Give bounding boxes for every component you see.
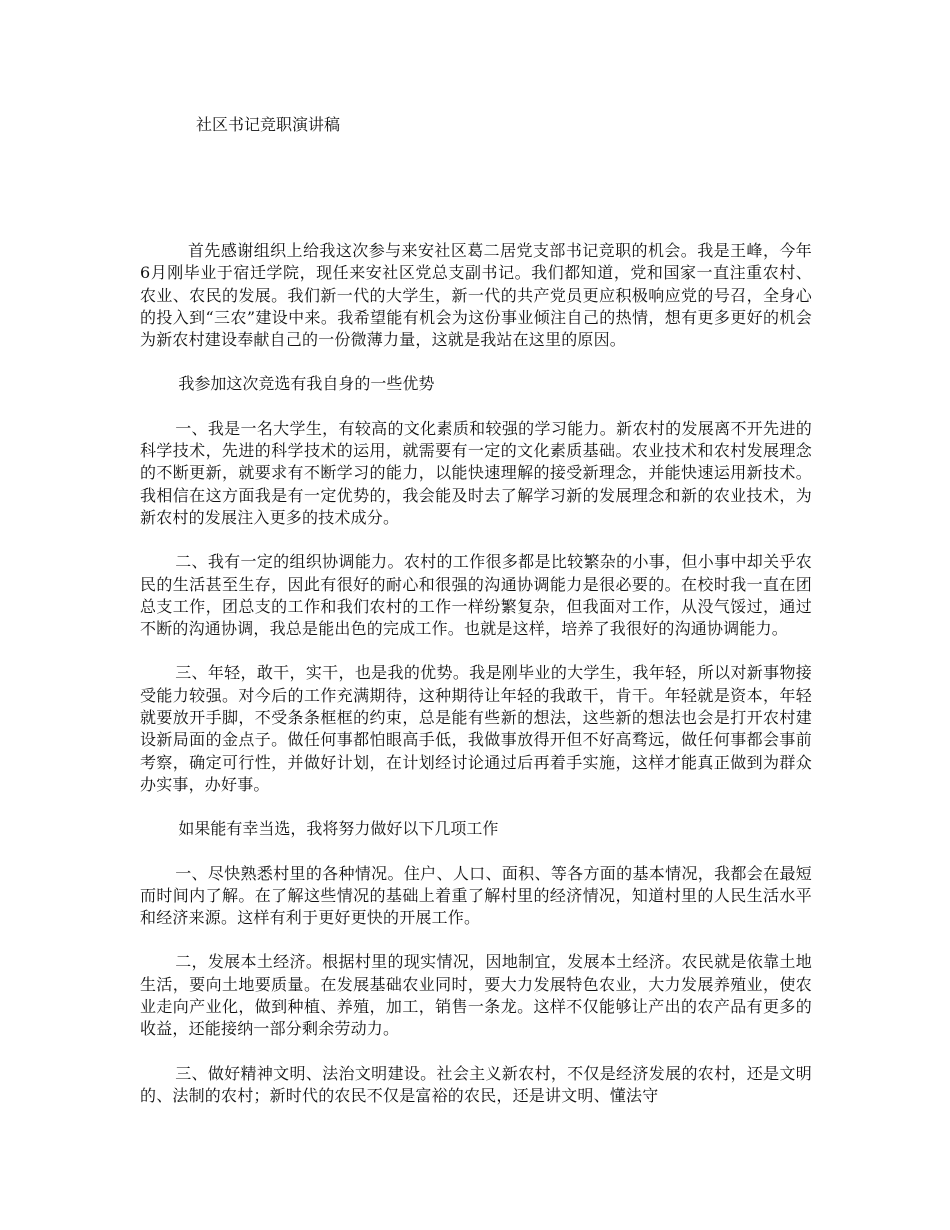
paragraph-plan-2: 二，发展本土经济。根据村里的现实情况，因地制宜，发展本土经济。农民就是依靠土地生活，要向土地要质量。在发展基础农业同时，要大力发展特色农业，大力发展养殖业，使农业走向产业化，做到种植、养殖，加工，销售一条龙。这样不仅能够让产出的农产品有更多的收益，还能接纳一部分剩余劳动力。 — [140, 952, 812, 1039]
paragraph-advantage-3: 三、年轻，敢干，实干，也是我的优势。我是刚毕业的大学生，我年轻，所以对新事物接受能力较强。对今后的工作充满期待，这种期待让年轻的我敢干，肯干。年轻就是资本，年轻就要放开手脚，不受条条框框的约束，总是能有些新的想法，这些新的想法也会是打开农村建设新局面的金点子。做任何事都怕眼高手低，我做事放得开但不好高骛远，做任何事都会事前考察，确定可行性，并做好计划，在计划经讨论通过后再着手实施，这样才能真正做到为群众办实事，办好事。 — [140, 663, 812, 794]
paragraph-advantage-2: 二、我有一定的组织协调能力。农村的工作很多都是比较繁杂的小事，但小事中却关乎农民的生活甚至生存，因此有很好的耐心和很强的沟通协调能力是很必要的。在校时我一直在团总支工作，团总支的工作和我们农村的工作一样纷繁复杂，但我面对工作，从没气馁过，通过不断的沟通协调，我总是能出色的完成工作。也就是这样，培养了我很好的沟通协调能力。 — [140, 552, 812, 639]
paragraph-gap — [140, 841, 812, 863]
paragraph-plan-3: 三、做好精神文明、法治文明建设。社会主义新农村，不仅是经济发展的农村，还是文明的、法制的农村；新时代的农民不仅是富裕的农民，还是讲文明、懂法守 — [140, 1063, 812, 1105]
paragraph-gap — [140, 396, 812, 418]
document-body — [140, 240, 812, 1107]
document-title: 社区书记竞职演讲稿 — [196, 115, 341, 134]
paragraph-intro: 首先感谢组织上给我这次参与来安社区葛二居党支部书记竞职的机会。我是王峰，今年6月刚毕业于宿迁学院，现任来安社区党总支副书记。我们都知道，党和国家一直注重农村、农业、农民的发展。我们新一代的大学生，新一代的共产党员更应积极响应党的号召，全身心的投入到“三农”建设中来。我希望能有机会为这份事业倾注自己的热情，想有更多更好的机会为新农村建设奉献自己的一份微薄力量，这就是我站在这里的原因。 — [140, 241, 812, 350]
paragraph-gap — [140, 796, 812, 818]
paragraph-gap — [140, 529, 812, 551]
paragraph-gap — [140, 351, 812, 373]
section-heading-advantages: 我参加这次竞选有我自身的一些优势 — [178, 374, 435, 394]
section-heading-plans: 如果能有幸当选，我将努力做好以下几项工作 — [178, 819, 499, 839]
paragraph-gap — [140, 640, 812, 662]
paragraph-plan-1: 一、尽快熟悉村里的各种情况。住户、人口、面积、等各方面的基本情况，我都会在最短而时间内了解。在了解这些情况的基础上着重了解村里的经济情况，知道村里的人民生活水平和经济来源。这样有利于更好更快的开展工作。 — [140, 863, 812, 928]
paragraph-gap — [140, 1041, 812, 1063]
paragraph-advantage-1: 一、我是一名大学生，有较高的文化素质和较强的学习能力。新农村的发展离不开先进的科学技术，先进的科学技术的运用，就需要有一定的文化素质基础。农业技术和农村发展理念的不断更新，就要求有不断学习的能力，以能快速理解的接受新理念，并能快速运用新技术。我相信在这方面我是有一定优势的，我会能及时去了解学习新的发展理念和新的农业技术，为新农村的发展注入更多的技术成分。 — [140, 418, 812, 527]
paragraph-gap — [140, 929, 812, 951]
